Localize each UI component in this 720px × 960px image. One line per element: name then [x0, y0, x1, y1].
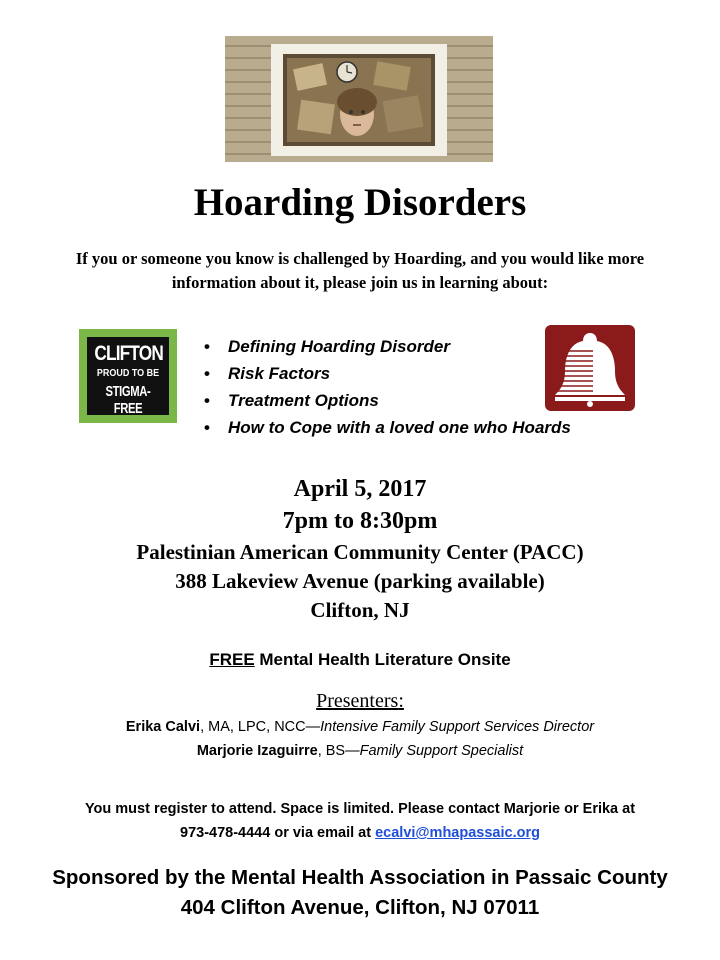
presenter-credentials: , MA, LPC, NCC—: [200, 719, 321, 735]
free-word: FREE: [209, 650, 255, 669]
free-rest: Mental Health Literature Onsite: [259, 650, 511, 669]
registration-line-1: You must register to attend. Space is limited. Please contact Marjorie or Erika at: [84, 801, 636, 817]
bell-logo-icon: [545, 325, 635, 411]
registration-info: [30, 797, 690, 845]
badge-line-1: CLIFTON: [94, 342, 163, 365]
presenters-heading: [0, 690, 720, 713]
event-venue: Palestinian American Community Center (PACC): [136, 540, 584, 564]
event-time: 7pm to 8:30pm: [282, 508, 438, 534]
page-title: Hoarding Disorders: [193, 181, 527, 224]
list-item: • Defining Hoarding Disorder: [204, 333, 644, 360]
sponsor-address: 404 Clifton Avenue, Clifton, NJ 07011: [180, 896, 540, 919]
header-photo: [225, 36, 493, 162]
badge-line-3: STIGMA-FREE: [105, 383, 151, 417]
event-date: April 5, 2017: [293, 476, 427, 502]
presenter-role: Intensive Family Support Services Director: [320, 719, 595, 735]
event-address: 388 Lakeview Avenue (parking available): [175, 569, 545, 593]
presenter-2: [0, 743, 720, 759]
intro-text: If you or someone you know is challenged by Hoarding, and you would like more information about it, please join us in learning about:: [75, 249, 645, 292]
presenter-credentials: , BS—: [317, 743, 360, 759]
list-item: • Treatment Options: [204, 387, 644, 414]
list-item: • How to Cope with a loved one who Hoards: [204, 414, 644, 441]
sponsor-line: Sponsored by the Mental Health Association in Passaic County: [52, 866, 668, 889]
presenter-1: [0, 719, 720, 735]
free-literature-line: [0, 650, 720, 670]
presenter-name: Erika Calvi: [125, 719, 201, 735]
email-link[interactable]: ecalvi@mhapassaic.org: [375, 825, 540, 841]
presenter-role: Family Support Specialist: [359, 743, 524, 759]
hoarding-window-photo-icon: [225, 36, 493, 162]
presenters-heading-colon: :: [398, 690, 404, 712]
badge-line-2: PROUD TO BE: [96, 368, 160, 379]
mental-health-bell-logo: [545, 325, 635, 411]
presenter-name: Marjorie Izaguirre: [196, 743, 318, 759]
event-city: Clifton, NJ: [310, 598, 410, 622]
registration-phone: 973-478-4444 or via email at: [180, 825, 376, 841]
clifton-stigma-free-badge: [79, 329, 177, 423]
registration-line-2: [30, 821, 690, 845]
presenters-heading-text: Presenters: [316, 690, 399, 712]
list-item: • Risk Factors: [204, 360, 644, 387]
